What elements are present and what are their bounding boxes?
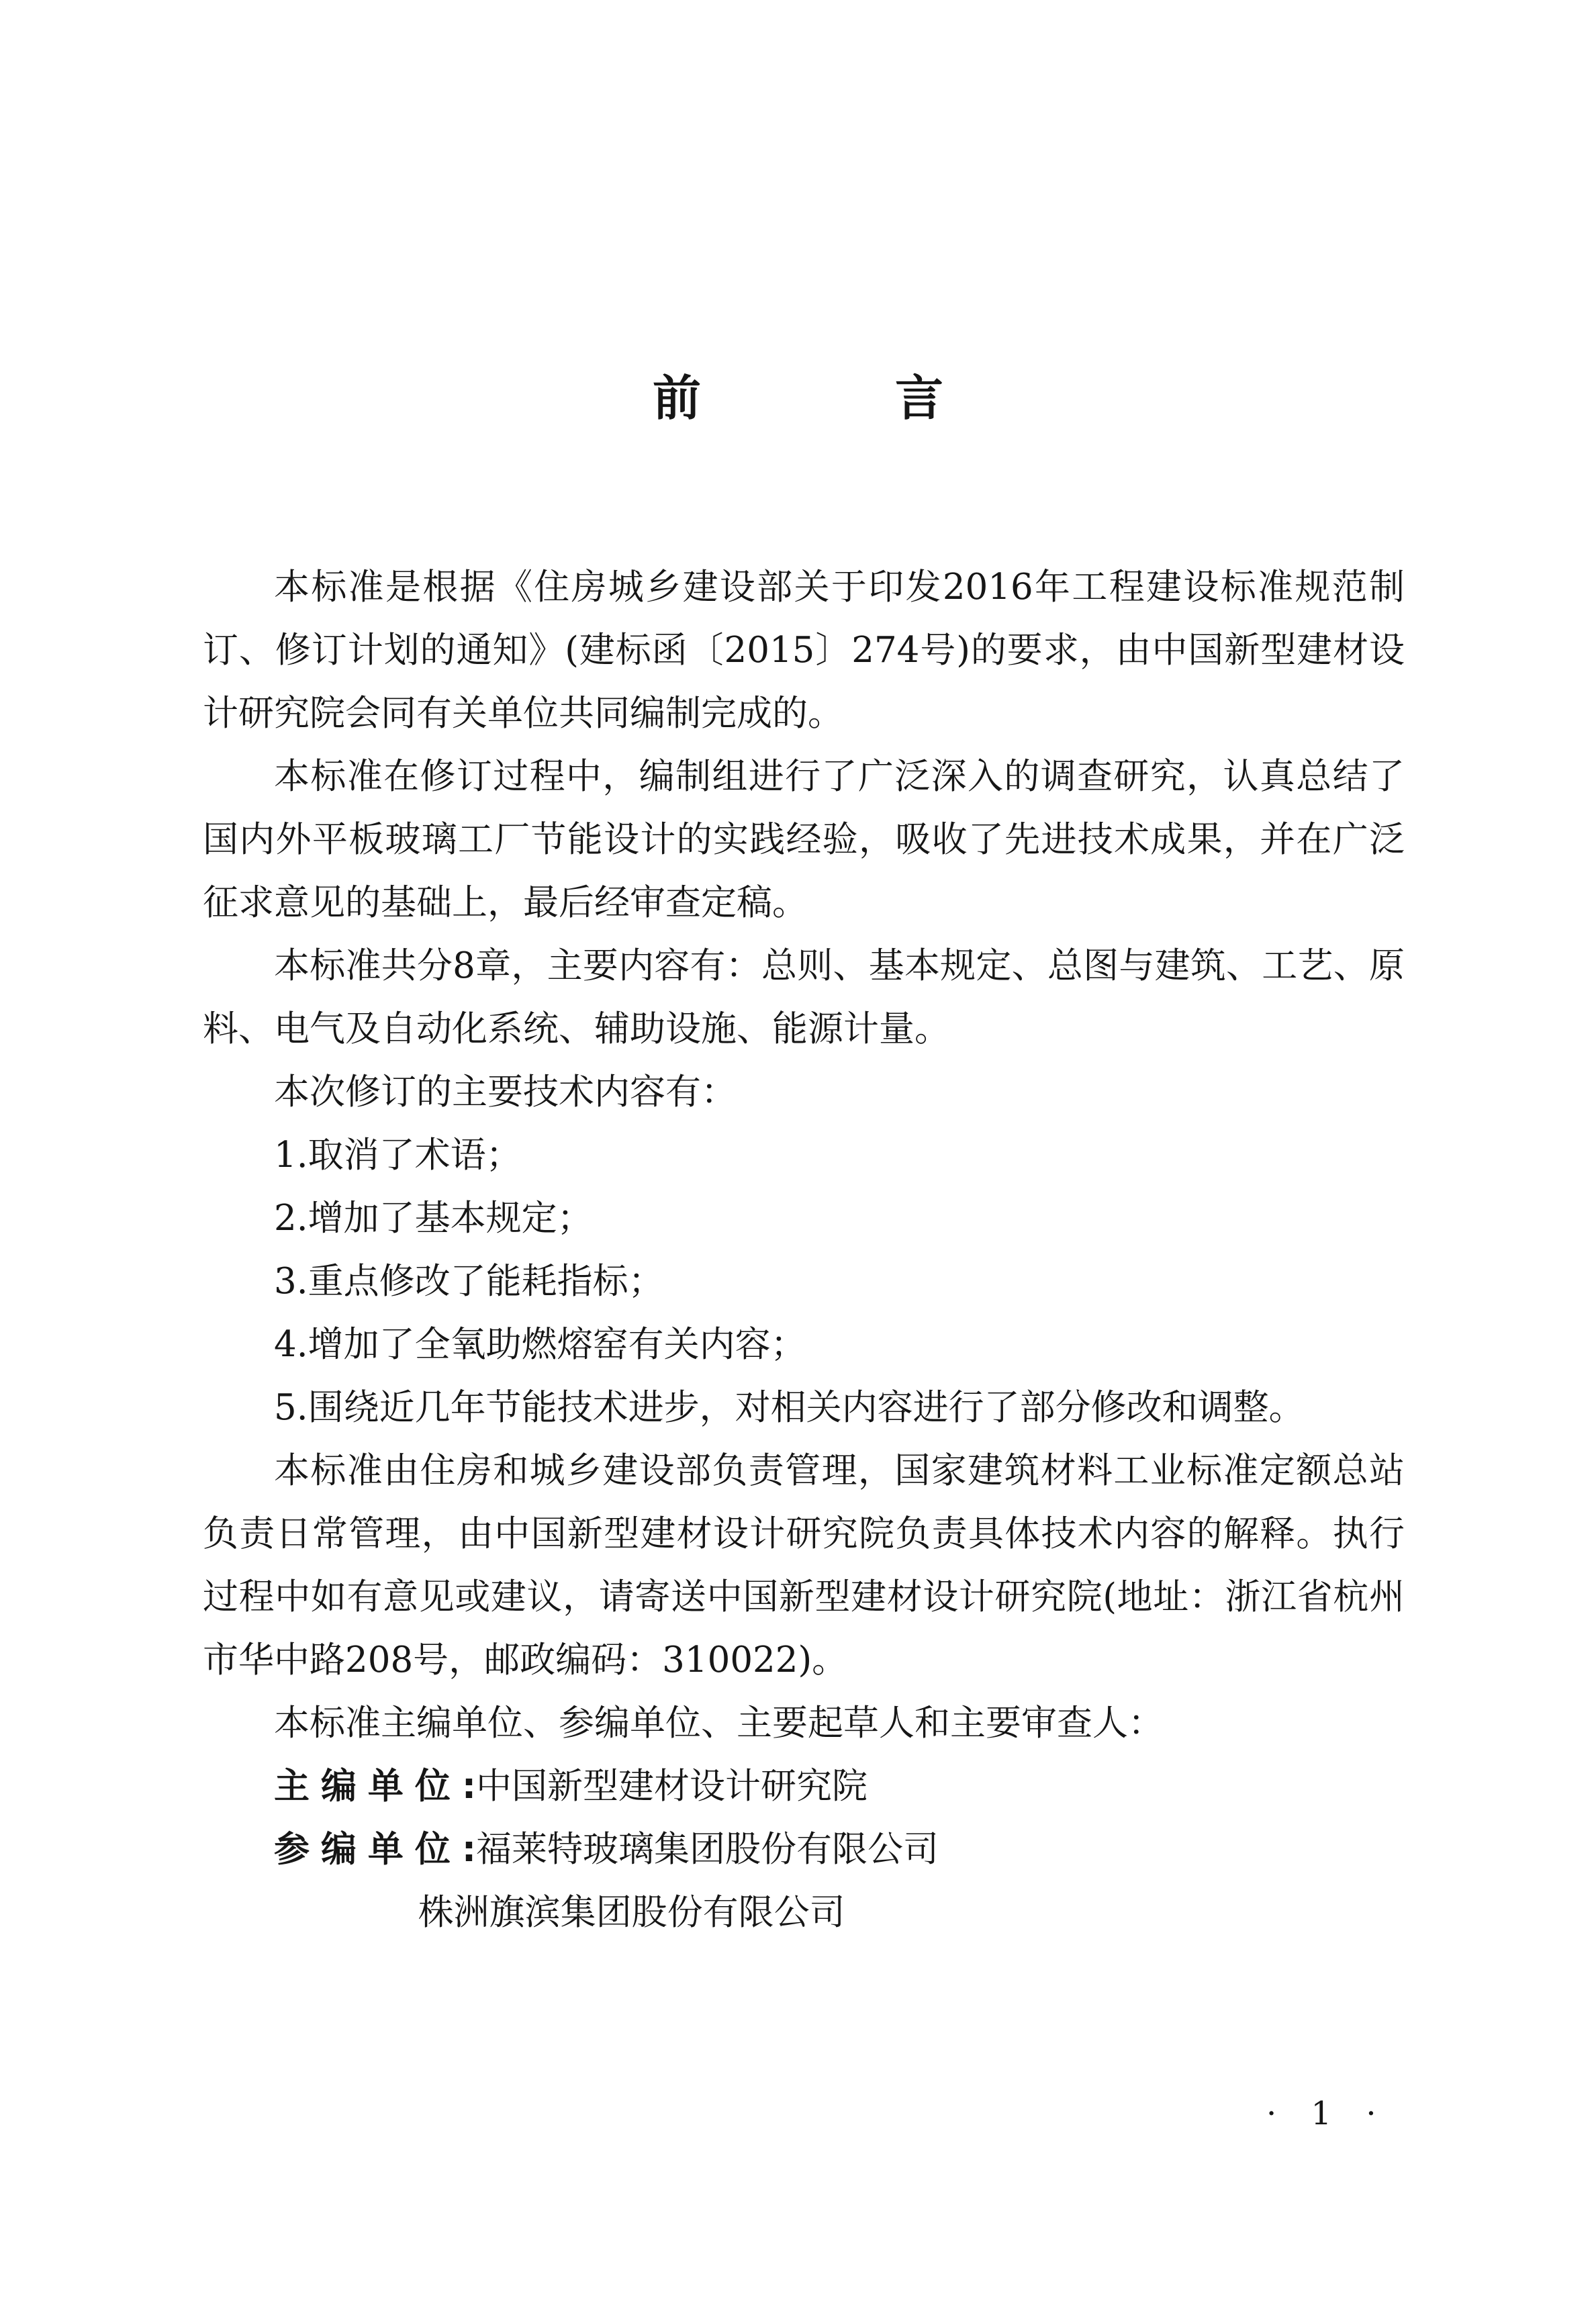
page-number: · 1 ·: [1266, 2095, 1389, 2132]
chief-unit-value: 中国新型建材设计研究院: [476, 1766, 868, 1807]
revision-item: 5.围绕近几年节能技术进步，对相关内容进行了部分修改和调整。: [274, 1387, 1305, 1428]
participating-unit-row: [203, 1881, 1405, 1944]
chief-unit-label: 主编单位: [274, 1766, 462, 1807]
preface-body: [203, 556, 1405, 1944]
paragraph-units-intro: 本标准主编单位、参编单位、主要起草人和主要审查人：: [274, 1703, 1164, 1744]
paragraph-process: 本标准在修订过程中，编制组进行了广泛深入的调查研究，认真总结了国内外平板玻璃工厂节能设计的实践经验，吸收了先进技术成果，并在广泛征求意见的基础上，最后经审查定稿。: [203, 756, 1405, 923]
paragraph-basis: 本标准是根据《住房城乡建设部关于印发2016年工程建设标准规范制订、修订计划的通知》(建标函〔2015〕274号)的要求，由中国新型建材设计研究院会同有关单位共同编制完成的。: [203, 567, 1405, 734]
revision-item: 4.增加了全氧助燃熔窑有关内容；: [274, 1324, 806, 1365]
chief-unit-row: [203, 1755, 1405, 1818]
label-colon: :: [461, 1766, 477, 1807]
revision-item: 3.重点修改了能耗指标；: [274, 1261, 664, 1302]
participating-unit-label: 参编单位: [274, 1829, 462, 1870]
participating-unit-value: 福莱特玻璃集团股份有限公司: [476, 1829, 939, 1870]
revision-item: 2.增加了基本规定；: [274, 1198, 593, 1239]
paragraph-management: 本标准由住房和城乡建设部负责管理，国家建筑材料工业标准定额总站负责日常管理，由中国新型建材设计研究院负责具体技术内容的解释。执行过程中如有意见或建议，请寄送中国新型建材设计研究院(地址：浙江省杭州市华中路208号，邮政编码：310022)。: [203, 1450, 1405, 1681]
paragraph-revision-intro: 本次修订的主要技术内容有：: [274, 1072, 737, 1113]
participating-unit-row: [203, 1818, 1405, 1881]
paragraph-chapters: 本标准共分8章，主要内容有：总则、基本规定、总图与建筑、工艺、原料、电气及自动化系统、辅助设施、能源计量。: [203, 945, 1405, 1049]
label-colon: :: [461, 1829, 477, 1870]
page-title: 前 言: [652, 370, 1033, 426]
revision-item: 1.取消了术语；: [274, 1135, 522, 1176]
participating-unit-value: 株洲旗滨集团股份有限公司: [418, 1892, 845, 1933]
